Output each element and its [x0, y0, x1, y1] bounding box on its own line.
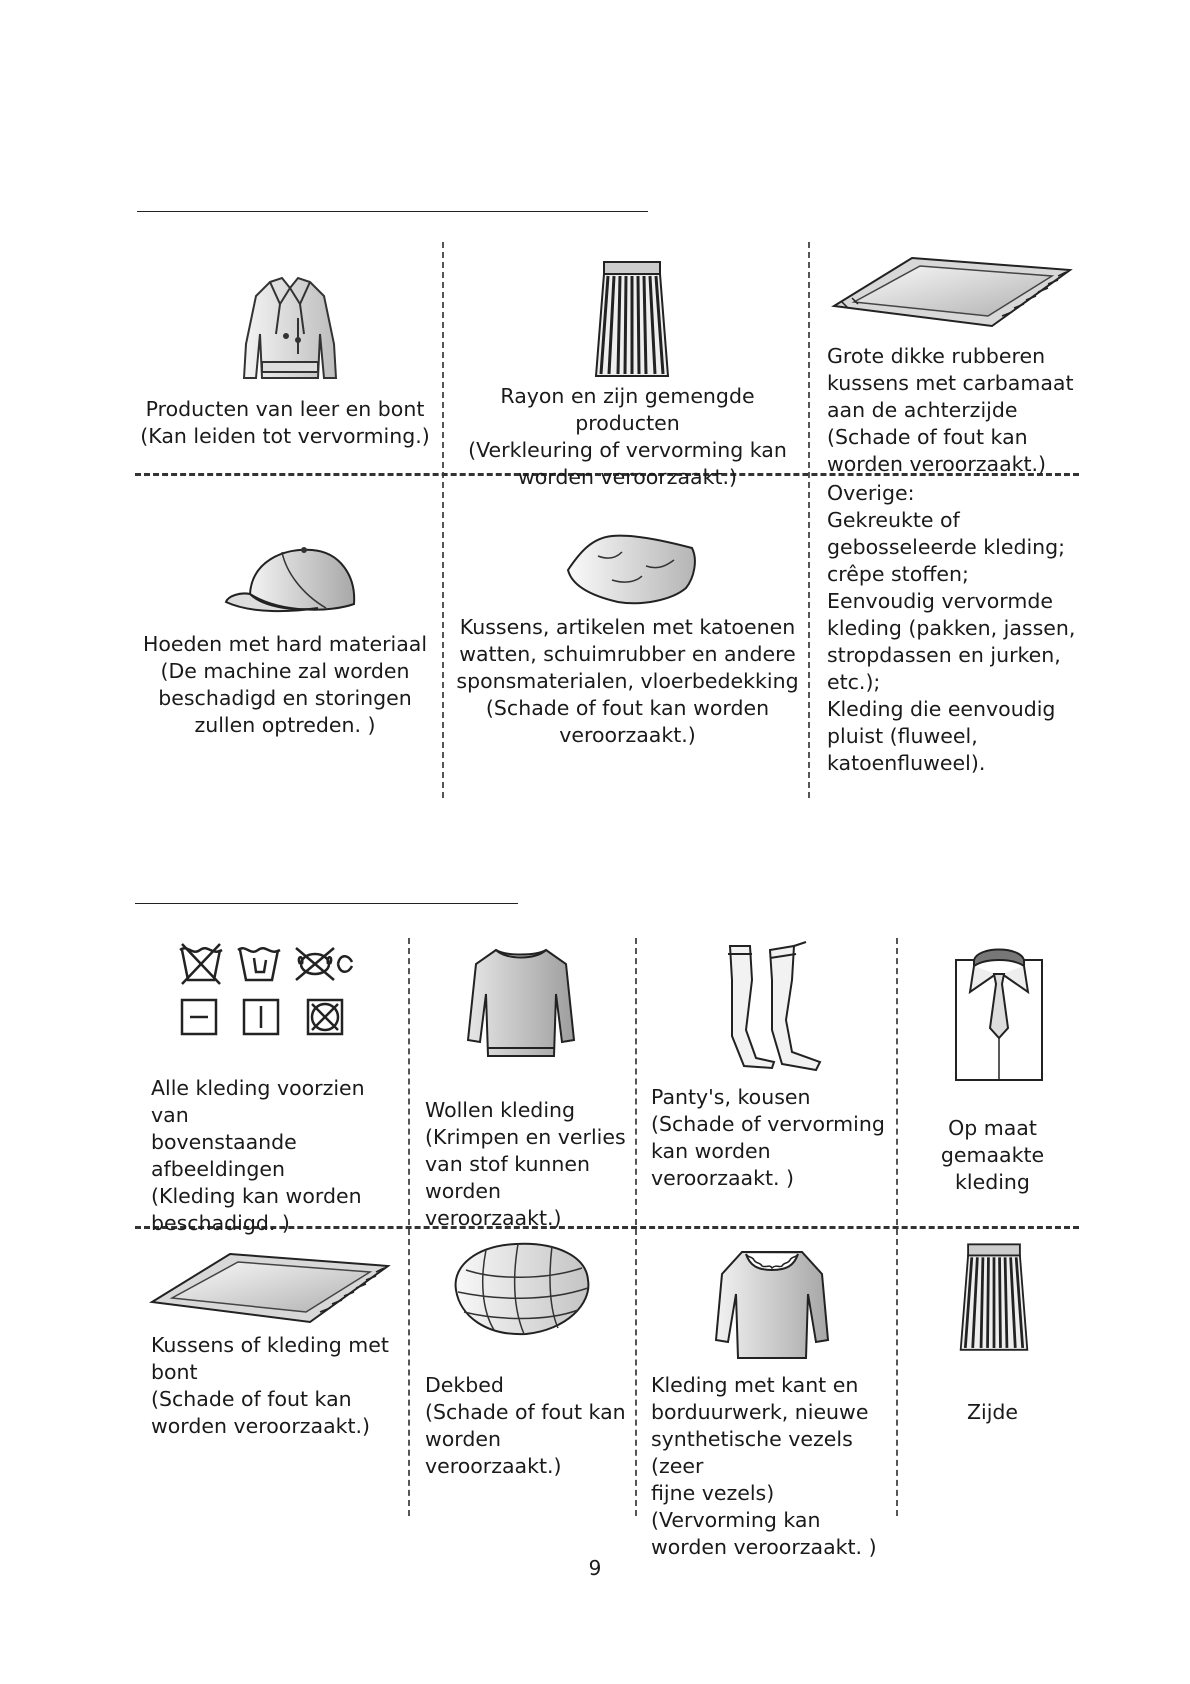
- shirt-icon: [952, 944, 1046, 1084]
- pillow-icon: [562, 530, 702, 610]
- sweater-icon: [466, 944, 576, 1064]
- section1-divider-2: [808, 242, 810, 798]
- section2-heading-rule: [135, 903, 518, 904]
- lace-text: Kleding met kant en borduurwerk, nieuwe synthetische vezels (zeer fijne vezels) (Vervorming kan worden veroorzaakt. ): [651, 1373, 877, 1559]
- other-text: Overige: Gekreukte of gebosseleerde kleding; crêpe stoffen; Eenvoudig vervormde kleding (pakken, jassen, stropdassen en jurken, etc.); Kleding die eenvoudig pluist (fluweel, katoenfluweel).: [827, 481, 1076, 775]
- silk-text: Zijde: [966, 1400, 1019, 1424]
- rayon-text: Rayon en zijn gemengde producten (Verkleuring of vervorming kan worden veroorzaakt.): [468, 384, 787, 489]
- care-symbols-text: Alle kleding voorzien van bovenstaande afbeeldingen (Kleding kan worden beschadigd. ): [151, 1076, 365, 1235]
- duvet-icon: [446, 1240, 596, 1340]
- pleated-skirt-icon: [592, 260, 672, 380]
- wool-text: Wollen kleding (Krimpen en verlies van stof kunnen worden veroorzaakt.): [425, 1098, 626, 1230]
- stockings-icon: [716, 940, 826, 1075]
- rubber-mats-text: Grote dikke rubberen kussens met carbamaat aan de achterzijde (Schade of fout kan worden veroorzaakt.): [827, 344, 1074, 476]
- fur-cushions-text: Kussens of kleding met bont (Schade of fout kan worden veroorzaakt.): [151, 1333, 389, 1438]
- leather-jacket-icon: [240, 274, 340, 384]
- hats-text: Hoeden met hard materiaal (De machine zal worden beschadigd en storingen zullen optreden. ): [142, 632, 428, 737]
- pleated-skirt-icon: [957, 1240, 1031, 1356]
- section1-heading-rule: [137, 211, 648, 212]
- duvet-text: Dekbed (Schade of fout kan worden veroorzaakt.): [425, 1373, 626, 1478]
- page-number: 9: [588, 1556, 602, 1580]
- cushions-text: Kussens, artikelen met katoenen watten, schuimrubber en andere sponsmaterialen, vloerbedekking (Schade of fout kan worden veroorzaakt.): [456, 615, 799, 747]
- section1-divider-1: [442, 242, 444, 798]
- tailored-text: Op maat gemaakte kleding: [940, 1116, 1045, 1194]
- lace-top-icon: [712, 1244, 832, 1364]
- cap-icon: [222, 542, 362, 622]
- rubber-mat-icon: [832, 254, 1072, 329]
- care-symbols-icon: [178, 940, 370, 1040]
- stockings-text: Panty's, kousen (Schade of vervorming kan worden veroorzaakt. ): [651, 1085, 885, 1190]
- rubber-mat-icon: [150, 1250, 390, 1325]
- leather-text: Producten van leer en bont (Kan leiden tot vervorming.): [140, 397, 430, 448]
